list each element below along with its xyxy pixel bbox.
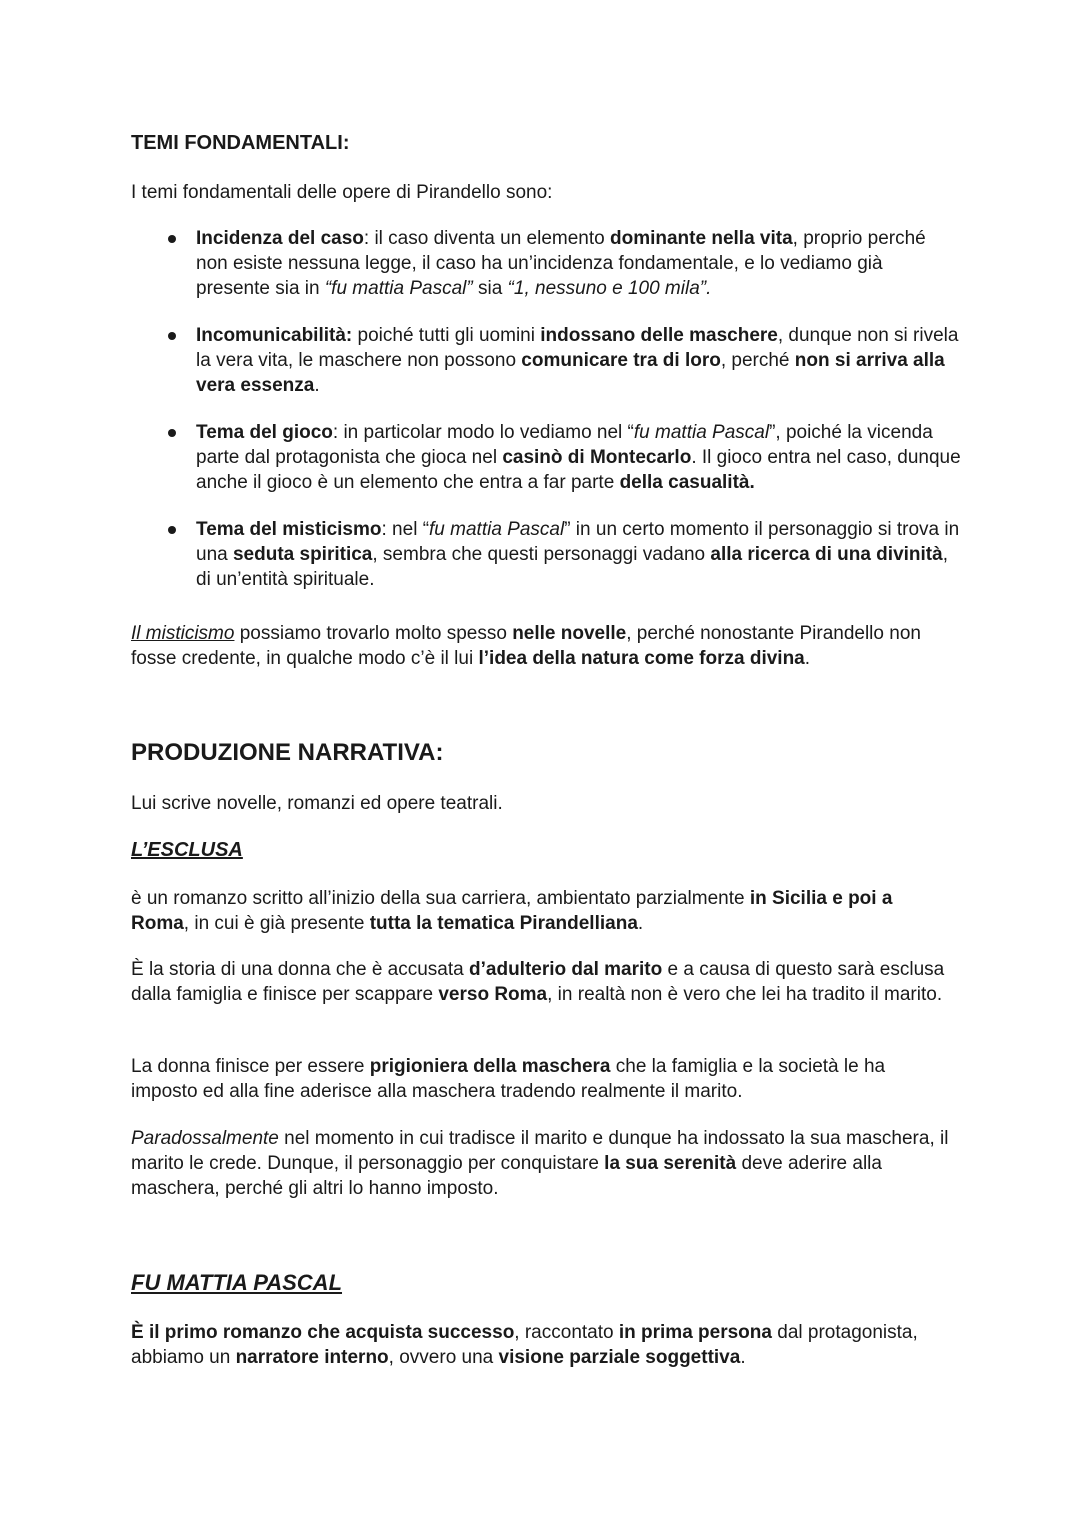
produzione-intro: Lui scrive novelle, romanzi ed opere teatrali. xyxy=(131,793,503,814)
heading-esclusa: L’ESCLUSA xyxy=(131,839,243,861)
section-title-temi: TEMI FONDAMENTALI: xyxy=(131,132,350,154)
bullet-icon xyxy=(168,429,176,437)
heading-mattia-pascal: FU MATTIA PASCAL xyxy=(131,1270,343,1295)
section-title-produzione: PRODUZIONE NARRATIVA: xyxy=(131,739,444,766)
bullet-term: Incomunicabilità: xyxy=(196,325,353,346)
list-item: Tema del gioco: in particolar modo lo vediamo nel “fu mattia Pascal”, poiché la vicenda parte dal protagonista che gioca nel casinò di Montecarlo. Il gioco entra nel caso, dunque anche il gioco è un elemento che entra a far parte della casualità. xyxy=(131,420,961,495)
bullet-icon xyxy=(168,526,176,534)
list-item: Tema del misticismo: nel “fu mattia Pascal” in un certo momento il personaggio si trova in una seduta spiritica, sembra che questi personaggi vadano alla ricerca di una divinità, di un’entità spirituale. xyxy=(131,517,961,592)
mattia-paragraph-1: È il primo romanzo che acquista successo, raccontato in prima persona dal protagonista, abbiamo un narratore interno, ovvero una visione parziale soggettiva. xyxy=(131,1322,918,1368)
bullet-icon xyxy=(168,332,176,340)
bullet-term: Incidenza del caso xyxy=(196,228,364,249)
list-item: Incomunicabilità: poiché tutti gli uomini indossano delle maschere, dunque non si rivela la vera vita, le maschere non possono comunicare tra di loro, perché non si arriva alla vera essenza. xyxy=(131,323,961,398)
esclusa-paragraph-2: È la storia di una donna che è accusata d’adulterio dal marito e a causa di questo sarà esclusa dalla famiglia e finisce per scappare verso Roma, in realtà non è vero che lei ha tradito il marito. xyxy=(131,959,945,1005)
esclusa-paragraph-1: è un romanzo scritto all’inizio della sua carriera, ambientato parzialmente in Sicilia e poi a Roma, in cui è già presente tutta la tematica Pirandelliana. xyxy=(131,888,893,934)
esclusa-paragraph-4: Paradossalmente nel momento in cui tradisce il marito e dunque ha indossato la sua maschera, il marito le crede. Dunque, il personaggio per conquistare la sua serenità deve aderire alla maschera, perché gli altri lo hanno imposto. xyxy=(131,1128,949,1199)
list-item: Incidenza del caso: il caso diventa un elemento dominante nella vita, proprio perché non esiste nessuna legge, il caso ha un’incidenza fondamentale, e lo vediamo già presente sia in “fu mattia Pascal” sia “1, nessuno e 100 mila”. xyxy=(131,226,961,301)
temi-intro: I temi fondamentali delle opere di Pirandello sono: xyxy=(131,182,553,203)
bullet-icon xyxy=(168,235,176,243)
misticismo-paragraph: Il misticismo possiamo trovarlo molto spesso nelle novelle, perché nonostante Pirandello non fosse credente, in qualche modo c’è il lui l’idea della natura come forza divina. xyxy=(131,623,921,669)
esclusa-paragraph-3: La donna finisce per essere prigioniera della maschera che la famiglia e la società le ha imposto ed alla fine aderisce alla maschera tradendo realmente il marito. xyxy=(131,1056,886,1102)
bullet-term: Tema del gioco xyxy=(196,422,333,443)
temi-list xyxy=(131,226,961,614)
bullet-term: Tema del misticismo xyxy=(196,519,382,540)
